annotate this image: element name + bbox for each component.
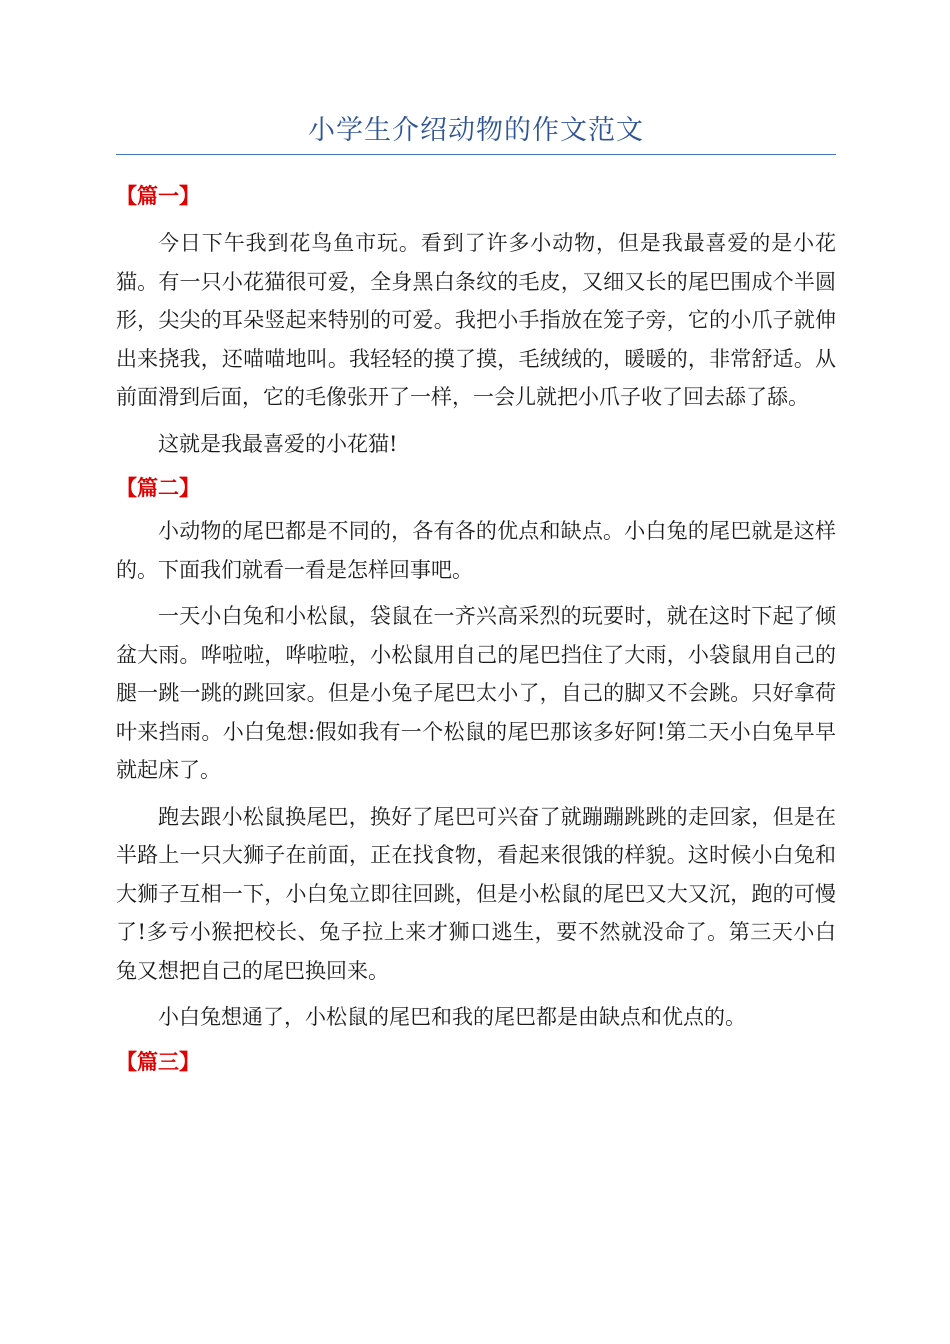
paragraph: 跑去跟小松鼠换尾巴，换好了尾巴可兴奋了就蹦蹦跳跳的走回家，但是在半路上一只大狮子在前面，正在找食物，看起来很饿的样貌。这时候小白兔和大狮子互相一下，小白兔立即往回跳，但是小松鼠的尾巴又大又沉，跑的可慢了!多亏小猴把校长、兔子拉上来才狮口逃生，要不然就没命了。第三天小白兔又想把自己的尾巴换回来。 [116, 804, 836, 983]
section-heading-2: 【篇二】 [116, 476, 200, 500]
paragraph: 小白兔想通了，小松鼠的尾巴和我的尾巴都是由缺点和优点的。 [158, 1005, 746, 1029]
section-heading-3: 【篇三】 [116, 1049, 200, 1074]
section-heading-1: 【篇一】 [116, 184, 200, 208]
paragraph: 一天小白兔和小松鼠，袋鼠在一齐兴高采烈的玩要时，就在这时下起了倾盆大雨。哗啦啦，哗啦啦，小松鼠用自己的尾巴挡住了大雨，小袋鼠用自己的腿一跳一跳的跳回家。但是小兔子尾巴太小了，自己的脚又不会跳。只好拿荷叶来挡雨。小白兔想:假如我有一个松鼠的尾巴那该多好阿!第二天小白兔早早就起床了。 [116, 604, 836, 782]
document-page [116, 110, 836, 1077]
paragraph: 小动物的尾巴都是不同的，各有各的优点和缺点。小白兔的尾巴就是这样的。下面我们就看一看是怎样回事吧。 [116, 519, 836, 582]
paragraph: 这就是我最喜爱的小花猫! [158, 431, 398, 456]
document-title: 小学生介绍动物的作文范文 [308, 115, 644, 146]
paragraph: 今日下午我到花鸟鱼市玩。看到了许多小动物，但是我最喜爱的是小花猫。有一只小花猫很可爱，全身黑白条纹的毛皮，又细又长的尾巴围成个半圆形，尖尖的耳朵竖起来特别的可爱。我把小手指放在笼子旁，它的小爪子就伸出来挠我，还喵喵地叫。我轻轻的摸了摸，毛绒绒的，暖暖的，非常舒适。从前面滑到后面，它的毛像张开了一样，一会儿就把小爪子收了回去舔了舔。 [116, 231, 836, 409]
title-underline [116, 154, 836, 155]
